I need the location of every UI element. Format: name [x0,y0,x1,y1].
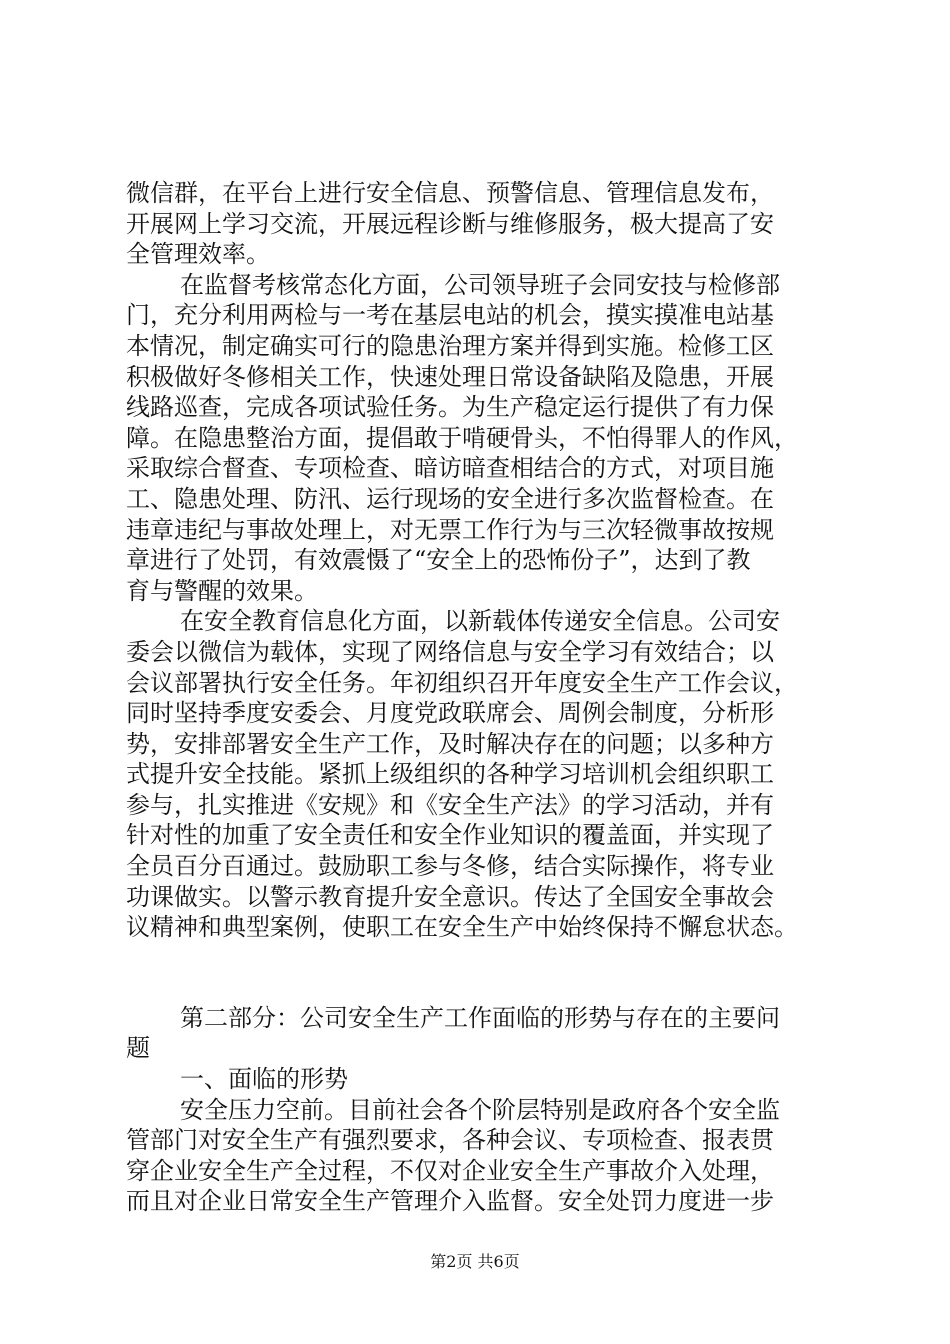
heading-line: 第二部分：公司安全生产工作面临的形势与存在的主要问 [180,1003,780,1032]
text-line: 功课做实。以警示教育提升安全意识。传达了全国安全事故会 [126,882,774,911]
text-line: 参与，扎实推进《安规》和《安全生产法》的学习活动，并有 [126,790,774,819]
paragraph-4 [126,1095,848,1217]
text-line: 在监督考核常态化方面，公司领导班子会同安技与检修部 [180,270,780,299]
text-line: 在安全教育信息化方面，以新载体传递安全信息。公司安 [180,607,780,636]
text-line: 积极做好冬修相关工作，快速处理日常设备缺陷及隐患，开展 [126,362,774,391]
text-line: 管部门对安全生产有强烈要求，各种会议、专项检查、报表贯 [126,1126,774,1155]
text-line: 安全压力空前。目前社会各个阶层特别是政府各个安全监 [180,1095,780,1124]
page-footer: 第2页 共6页 [430,1252,520,1271]
text-line: 工、隐患处理、防汛、运行现场的安全进行多次监督检查。在 [126,484,774,513]
paragraph-3 [126,606,848,943]
text-line: 同时坚持季度安委会、月度党政联席会、周例会制度，分析形 [126,699,774,728]
text-line: 育与警醒的效果。 [126,576,318,605]
paragraph-2 [126,270,848,607]
text-line: 违章违纪与事故处理上，对无票工作行为与三次轻微事故按规 [126,515,774,544]
text-line: 章进行了处罚，有效震慑了“安全上的恐怖份子”，达到了教 [126,546,751,575]
text-line: 会议部署执行安全任务。年初组织召开年度安全生产工作会议， [126,668,798,697]
text-line: 采取综合督查、专项检查、暗访暗查相结合的方式，对项目施 [126,454,774,483]
section-heading [126,1003,848,1064]
subheading: 一、面临的形势 [180,1065,348,1094]
text-line: 针对性的加重了安全责任和安全作业知识的覆盖面，并实现了 [126,821,774,850]
text-line: 委会以微信为载体，实现了网络信息与安全学习有效结合；以 [126,637,774,666]
text-line: 式提升安全技能。紧抓上级组织的各种学习培训机会组织职工 [126,760,774,789]
text-line: 穿企业安全生产全过程，不仅对企业安全生产事故介入处理， [126,1156,774,1185]
text-line: 开展网上学习交流，开展远程诊断与维修服务，极大提高了安 [126,209,774,238]
text-line: 议精神和典型案例，使职工在安全生产中始终保持不懈怠状态。 [126,913,798,942]
body-text [126,178,848,1217]
text-line: 全管理效率。 [126,240,270,269]
text-line: 微信群，在平台上进行安全信息、预警信息、管理信息发布， [126,179,774,207]
text-line: 势，安排部署安全生产工作，及时解决存在的问题；以多种方 [126,729,774,758]
text-line: 门，充分利用两检与一考在基层电站的机会，摸实摸准电站基 [126,301,774,330]
text-line: 障。在隐患整治方面，提倡敢于啃硬骨头，不怕得罪人的作风， [126,423,798,452]
heading-line: 题 [126,1034,150,1063]
text-line: 本情况，制定确实可行的隐患治理方案并得到实施。检修工区 [126,331,774,360]
text-line: 线路巡查，完成各项试验任务。为生产稳定运行提供了有力保 [126,393,774,422]
text-line: 全员百分百通过。鼓励职工参与冬修，结合实际操作，将专业 [126,852,774,881]
paragraph-1 [126,178,848,270]
text-line: 而且对企业日常安全生产管理介入监督。安全处罚力度进一步 [126,1187,774,1216]
paragraph-spacer [126,943,848,1003]
